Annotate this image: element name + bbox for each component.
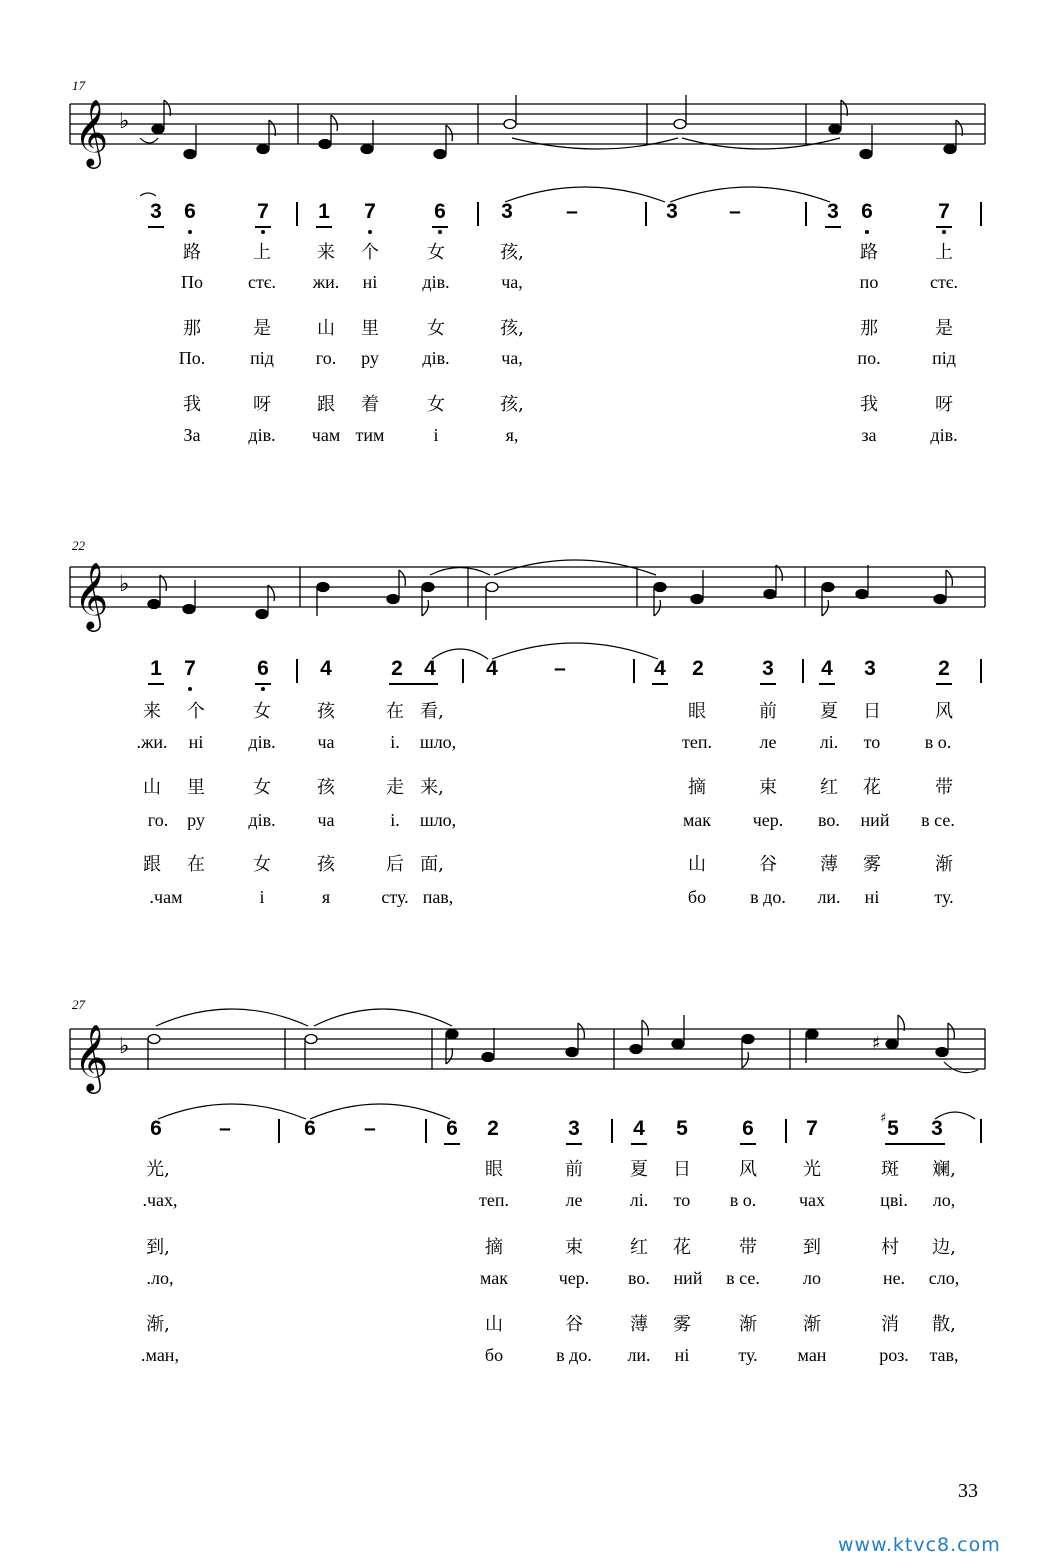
lyric-syllable: ту. [934, 887, 954, 907]
lyric-syllable: я [321, 887, 331, 907]
lyric-syllable: в до. [750, 887, 786, 907]
jianpu-row-3 [0, 1111, 1038, 1157]
lyric-syllable: дів. [930, 425, 958, 445]
lyric-syllable: 女 [253, 854, 271, 875]
svg-text:♭: ♭ [119, 109, 130, 134]
lyric-syllable: тав, [929, 1345, 959, 1365]
jianpu-note: – [554, 657, 566, 680]
jianpu-note: 7 [938, 200, 950, 223]
lyric-syllable: роз. [879, 1345, 909, 1365]
measure-number: 22 [72, 538, 85, 553]
lyric-syllable: і. [390, 732, 400, 752]
jianpu-note: 3 [827, 200, 839, 223]
lyric-syllable: то [673, 1190, 691, 1210]
lyric-syllable: чам [311, 425, 341, 445]
jianpu-note: 6 [257, 657, 269, 680]
lyric-syllable: ні [188, 732, 204, 752]
lyric-syllable: мак [682, 810, 712, 830]
jianpu-note: 6 [861, 200, 873, 223]
jianpu-note: – [729, 200, 741, 223]
lyric-syllable: ча, [501, 348, 523, 368]
jianpu-note: 6 [446, 1117, 458, 1140]
lyric-syllable: чах [798, 1190, 826, 1210]
lyric-syllable: 夏 [630, 1159, 648, 1180]
jianpu-note: 4 [633, 1117, 645, 1140]
lyric-syllable: 里 [361, 318, 379, 339]
lyric-syllable: і [259, 887, 265, 907]
lyric-syllable: 女 [253, 701, 271, 722]
lyric-syllable: го. [147, 810, 169, 830]
lyric-syllable: 是 [253, 318, 271, 339]
lyric-syllable: .ло, [146, 1268, 174, 1288]
lyric-syllable: 孩 [317, 777, 335, 798]
lyric-syllable: 上 [935, 242, 953, 263]
lyric-syllable: ту. [738, 1345, 758, 1365]
lyric-syllable: го. [315, 348, 337, 368]
lyric-syllable: в се. [921, 810, 955, 830]
lyric-syllable: .ман, [141, 1345, 179, 1365]
lyric-syllable: 摘 [688, 777, 706, 798]
lyric-syllable: 女 [427, 318, 445, 339]
jianpu-note: 3 [931, 1117, 943, 1140]
jianpu-note: 3 [666, 200, 678, 223]
lyric-syllable: 散, [932, 1314, 956, 1335]
lyric-syllable: шло, [419, 810, 457, 830]
lyric-syllable: ні [864, 887, 880, 907]
lyric-syllable: 日 [673, 1159, 691, 1180]
jianpu-note: 4 [486, 657, 498, 680]
lyric-syllable: 风 [935, 701, 953, 722]
treble-clef-icon: 𝄞 [74, 98, 109, 166]
jianpu-note: 4 [654, 657, 666, 680]
lyric-syllable: не. [882, 1268, 906, 1288]
lyric-syllable: 路 [183, 242, 201, 263]
lyric-syllable: 走 [386, 777, 404, 798]
jianpu-note: 2 [487, 1117, 499, 1140]
lyric-syllable: 花 [863, 777, 881, 798]
lyric-syllable: під [250, 348, 274, 368]
lyric-syllable: По [181, 272, 203, 292]
jianpu-note: 2 [692, 657, 704, 680]
measure-number: 27 [72, 997, 85, 1012]
jianpu-note: 3 [150, 200, 162, 223]
lyric-syllable: 前 [565, 1159, 583, 1180]
svg-text:♭: ♭ [119, 1034, 130, 1059]
watermark: www.ktvc8.com [838, 1534, 1001, 1556]
jianpu-note: 6 [184, 200, 196, 223]
lyric-syllable: 个 [361, 242, 379, 263]
lyric-syllable: 来, [420, 777, 444, 798]
svg-text:♯: ♯ [872, 1033, 881, 1054]
lyric-syllable: По. [178, 348, 206, 368]
lyric-syllable: 是 [935, 318, 953, 339]
treble-clef-icon: 𝄞 [74, 561, 109, 629]
svg-text:♭: ♭ [119, 572, 130, 597]
lyric-syllable: 呀 [935, 394, 953, 415]
lyric-syllable: 风 [739, 1159, 757, 1180]
lyric-syllable: 到 [803, 1237, 821, 1258]
lyric-syllable: ман [797, 1345, 827, 1365]
lyric-syllable: по. [857, 348, 881, 368]
jianpu-note: 5 [887, 1117, 899, 1140]
lyric-syllable: 红 [630, 1237, 648, 1258]
lyric-syllable: 雾 [673, 1314, 691, 1335]
lyric-syllable: сло, [928, 1268, 960, 1288]
sharp-icon: ♯ [880, 1111, 887, 1126]
lyric-syllable: в о. [729, 1190, 757, 1210]
lyric-syllable: 山 [317, 318, 335, 339]
lyric-syllable: во. [628, 1268, 650, 1288]
lyric-syllable: 村 [881, 1237, 899, 1258]
lyric-syllable: 眼 [485, 1159, 503, 1180]
lyric-syllable: 女 [253, 777, 271, 798]
lyric-syllable: 那 [183, 318, 201, 339]
lyric-syllable: 看, [420, 701, 444, 722]
lyric-syllable: бо [484, 1345, 504, 1365]
lyric-syllable: ли. [627, 1345, 651, 1365]
lyric-syllable: і [433, 425, 439, 445]
jianpu-note: 7 [184, 657, 196, 680]
treble-clef-icon: 𝄞 [74, 1023, 109, 1091]
lyric-syllable: цві. [880, 1190, 908, 1210]
jianpu-marks [0, 200, 1038, 240]
lyric-syllable: 带 [935, 777, 953, 798]
lyric-syllable: 前 [759, 701, 777, 722]
lyric-syllable: 光, [146, 1159, 170, 1180]
lyric-syllable: 光 [803, 1159, 821, 1180]
lyric-syllable: 山 [688, 854, 706, 875]
lyric-syllable: мак [479, 1268, 509, 1288]
lyric-syllable: 雾 [863, 854, 881, 875]
lyric-syllable: 薄 [820, 854, 838, 875]
lyric-syllable: ле [759, 732, 777, 752]
lyric-syllable: 摘 [485, 1237, 503, 1258]
jianpu-marks [0, 657, 1038, 697]
lyric-syllable: 孩, [500, 242, 524, 263]
lyric-syllable: дів. [248, 425, 276, 445]
lyric-syllable: дів. [248, 810, 276, 830]
lyric-syllable: 日 [863, 701, 881, 722]
lyric-syllable: 来 [317, 242, 335, 263]
lyric-syllable: 跟 [143, 854, 161, 875]
jianpu-note: 7 [806, 1117, 818, 1140]
lyric-syllable: теп. [682, 732, 712, 752]
jianpu-note: 2 [938, 657, 950, 680]
lyric-syllable: 孩 [317, 854, 335, 875]
lyric-syllable: під [932, 348, 956, 368]
jianpu-row-1 [0, 200, 1038, 240]
jianpu-note: 1 [318, 200, 330, 223]
lyric-syllable: ло [803, 1268, 821, 1288]
lyric-syllable: ру [361, 348, 379, 368]
lyric-syllable: ний [860, 810, 890, 830]
jianpu-note: – [219, 1117, 231, 1140]
lyric-syllable: 带 [739, 1237, 757, 1258]
lyric-syllable: пав, [422, 887, 454, 907]
lyric-syllable: 薄 [630, 1314, 648, 1335]
lyric-syllable: 山 [485, 1314, 503, 1335]
lyric-syllable: в о. [924, 732, 952, 752]
jianpu-note: 3 [762, 657, 774, 680]
jianpu-note: 4 [320, 657, 332, 680]
lyric-syllable: 那 [860, 318, 878, 339]
lyric-syllable: 渐 [935, 854, 953, 875]
lyric-syllable: 边, [932, 1237, 956, 1258]
lyric-syllable: .чах, [142, 1190, 178, 1210]
lyric-syllable: во. [818, 810, 840, 830]
lyric-syllable: 孩 [317, 701, 335, 722]
lyric-syllable: тим [355, 425, 385, 445]
lyric-syllable: За [183, 425, 201, 445]
jianpu-note: 6 [434, 200, 446, 223]
lyric-syllable: ча [317, 810, 335, 830]
lyric-syllable: 到, [146, 1237, 170, 1258]
lyric-syllable: 路 [860, 242, 878, 263]
lyric-syllable: 谷 [565, 1314, 583, 1335]
lyric-syllable: ло, [932, 1190, 956, 1210]
jianpu-note: 1 [150, 657, 162, 680]
lyric-syllable: 束 [565, 1237, 583, 1258]
lyric-syllable: 孩, [500, 318, 524, 339]
lyric-syllable: теп. [479, 1190, 509, 1210]
lyric-syllable: 花 [673, 1237, 691, 1258]
lyric-syllable: і. [390, 810, 400, 830]
lyric-syllable: 谷 [759, 854, 777, 875]
lyric-syllable: жи. [312, 272, 340, 292]
lyric-syllable: 女 [427, 394, 445, 415]
lyric-syllable: 来 [143, 701, 161, 722]
jianpu-note: 6 [150, 1117, 162, 1140]
lyric-syllable: 跟 [317, 394, 335, 415]
jianpu-note: 3 [864, 657, 876, 680]
lyric-syllable: 消 [881, 1314, 899, 1335]
lyric-syllable: 夏 [820, 701, 838, 722]
lyric-syllable: 在 [386, 701, 404, 722]
jianpu-note: 6 [304, 1117, 316, 1140]
jianpu-note: 4 [424, 657, 436, 680]
jianpu-note: 2 [391, 657, 403, 680]
lyric-syllable: ча, [501, 272, 523, 292]
lyric-syllable: ли. [817, 887, 841, 907]
jianpu-note: 4 [821, 657, 833, 680]
jianpu-marks [0, 1117, 1038, 1157]
jianpu-note: 7 [257, 200, 269, 223]
lyric-syllable: 渐 [803, 1314, 821, 1335]
lyric-syllable: за [861, 425, 877, 445]
lyric-syllable: 眼 [688, 701, 706, 722]
lyric-syllable: ні [674, 1345, 690, 1365]
lyric-syllable: 山 [143, 777, 161, 798]
lyric-syllable: 上 [253, 242, 271, 263]
lyric-syllable: шло, [419, 732, 457, 752]
lyric-syllable: 束 [759, 777, 777, 798]
lyric-syllable: 红 [820, 777, 838, 798]
lyric-syllable: 后 [386, 854, 404, 875]
lyric-syllable: 里 [187, 777, 205, 798]
lyric-syllable: то [863, 732, 881, 752]
lyric-syllable: ле [565, 1190, 583, 1210]
lyric-syllable: ні [362, 272, 378, 292]
lyric-syllable: дів. [248, 732, 276, 752]
lyric-syllable: ний [673, 1268, 703, 1288]
lyric-syllable: чер. [558, 1268, 590, 1288]
lyric-syllable: ча [317, 732, 335, 752]
measure-number: 17 [72, 78, 85, 93]
lyric-syllable: 个 [187, 701, 205, 722]
lyric-syllable: 我 [860, 394, 878, 415]
lyric-syllable: лі. [629, 1190, 649, 1210]
lyric-syllable: 女 [427, 242, 445, 263]
lyric-syllable: ру [187, 810, 205, 830]
lyric-syllable: 面, [420, 854, 444, 875]
lyric-syllable: по [859, 272, 879, 292]
lyric-syllable: сту. [381, 887, 409, 907]
jianpu-note: 3 [568, 1117, 580, 1140]
lyric-syllable: 渐, [146, 1314, 170, 1335]
lyric-syllable: .жи. [136, 732, 168, 752]
lyric-syllable: 呀 [253, 394, 271, 415]
lyric-syllable: 斓, [932, 1159, 956, 1180]
lyric-syllable: 斑 [881, 1159, 899, 1180]
jianpu-note: 6 [742, 1117, 754, 1140]
jianpu-note: 5 [676, 1117, 688, 1140]
lyric-syllable: стє. [247, 272, 277, 292]
lyric-syllable: в се. [726, 1268, 760, 1288]
lyric-syllable: 渐 [739, 1314, 757, 1335]
jianpu-note: – [364, 1117, 376, 1140]
jianpu-note: – [566, 200, 578, 223]
lyric-syllable: чер. [752, 810, 784, 830]
lyric-syllable: .чам [149, 887, 183, 907]
lyric-syllable: 在 [187, 854, 205, 875]
lyric-syllable: 着 [361, 394, 379, 415]
lyric-syllable: 我 [183, 394, 201, 415]
lyric-syllable: бо [687, 887, 707, 907]
lyric-syllable: я, [505, 425, 519, 445]
jianpu-note: 7 [364, 200, 376, 223]
lyric-syllable: дів. [422, 348, 450, 368]
lyric-syllable: в до. [556, 1345, 592, 1365]
lyric-syllable: дів. [422, 272, 450, 292]
lyric-syllable: стє. [929, 272, 959, 292]
jianpu-note: 3 [501, 200, 513, 223]
page-number: 33 [958, 1480, 978, 1502]
lyric-syllable: лі. [819, 732, 839, 752]
jianpu-row-2 [0, 657, 1038, 697]
lyric-syllable: 孩, [500, 394, 524, 415]
